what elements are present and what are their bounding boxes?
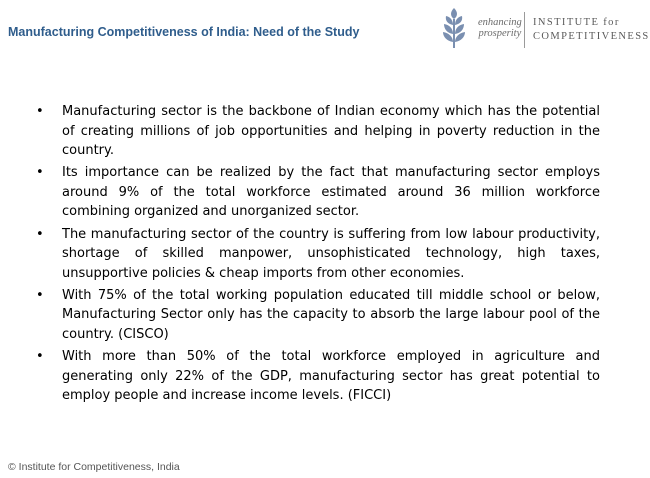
bullet-dot: •	[36, 165, 44, 181]
bullet-dot: •	[36, 349, 44, 365]
bullet-item	[36, 163, 600, 222]
logo-org-name	[533, 16, 650, 44]
bullet-dot: •	[36, 287, 44, 303]
bullet-item	[36, 347, 600, 406]
bullet-dot: •	[36, 104, 44, 119]
footer-copyright: © Institute for Competitiveness, India	[8, 461, 180, 473]
bullet-text: Its importance can be realized by the fact that manufacturing sector employs around 9% of the total workforce estimated around 36 million workforce combining organized and unorganized sector.	[62, 165, 600, 220]
bullet-item	[36, 102, 600, 161]
bullet-text: With 75% of the total working population educated till middle school or below, Manufacturing Sector only has the capacity to absorb the large labour pool of the country. (CISCO)	[62, 287, 600, 343]
bullet-list	[36, 102, 600, 408]
logo-tagline-line2: prosperity	[478, 28, 522, 39]
logo-tagline	[478, 17, 522, 39]
bullet-item	[36, 286, 600, 345]
wheat-leaf-logo-icon	[440, 6, 468, 50]
bullet-dot: •	[36, 226, 44, 242]
bullet-text: The manufacturing sector of the country is suffering from low labour productivity, shortage of skilled manpower, unsophisticated technology, high taxes, unsupportive policies & cheap imports from other economies.	[62, 226, 600, 281]
logo-org-line2: COMPETITIVENESS	[533, 31, 650, 42]
logo-tagline-line1: enhancing	[478, 17, 522, 28]
bullet-text: Manufacturing sector is the backbone of Indian economy which has the potential of creating millions of job opportunities and helping in poverty reduction in the country.	[62, 104, 600, 159]
institute-logo	[440, 6, 650, 54]
slide-title: Manufacturing Competitiveness of India: Need of the Study	[8, 25, 360, 39]
bullet-text: With more than 50% of the total workforce employed in agriculture and generating only 22% of the GDP, manufacturing sector has great potential to employ people and increase income levels. (FICCI)	[62, 349, 600, 404]
logo-divider	[524, 12, 525, 48]
logo-org-line1: INSTITUTE for	[533, 17, 620, 28]
bullet-item	[36, 225, 600, 284]
